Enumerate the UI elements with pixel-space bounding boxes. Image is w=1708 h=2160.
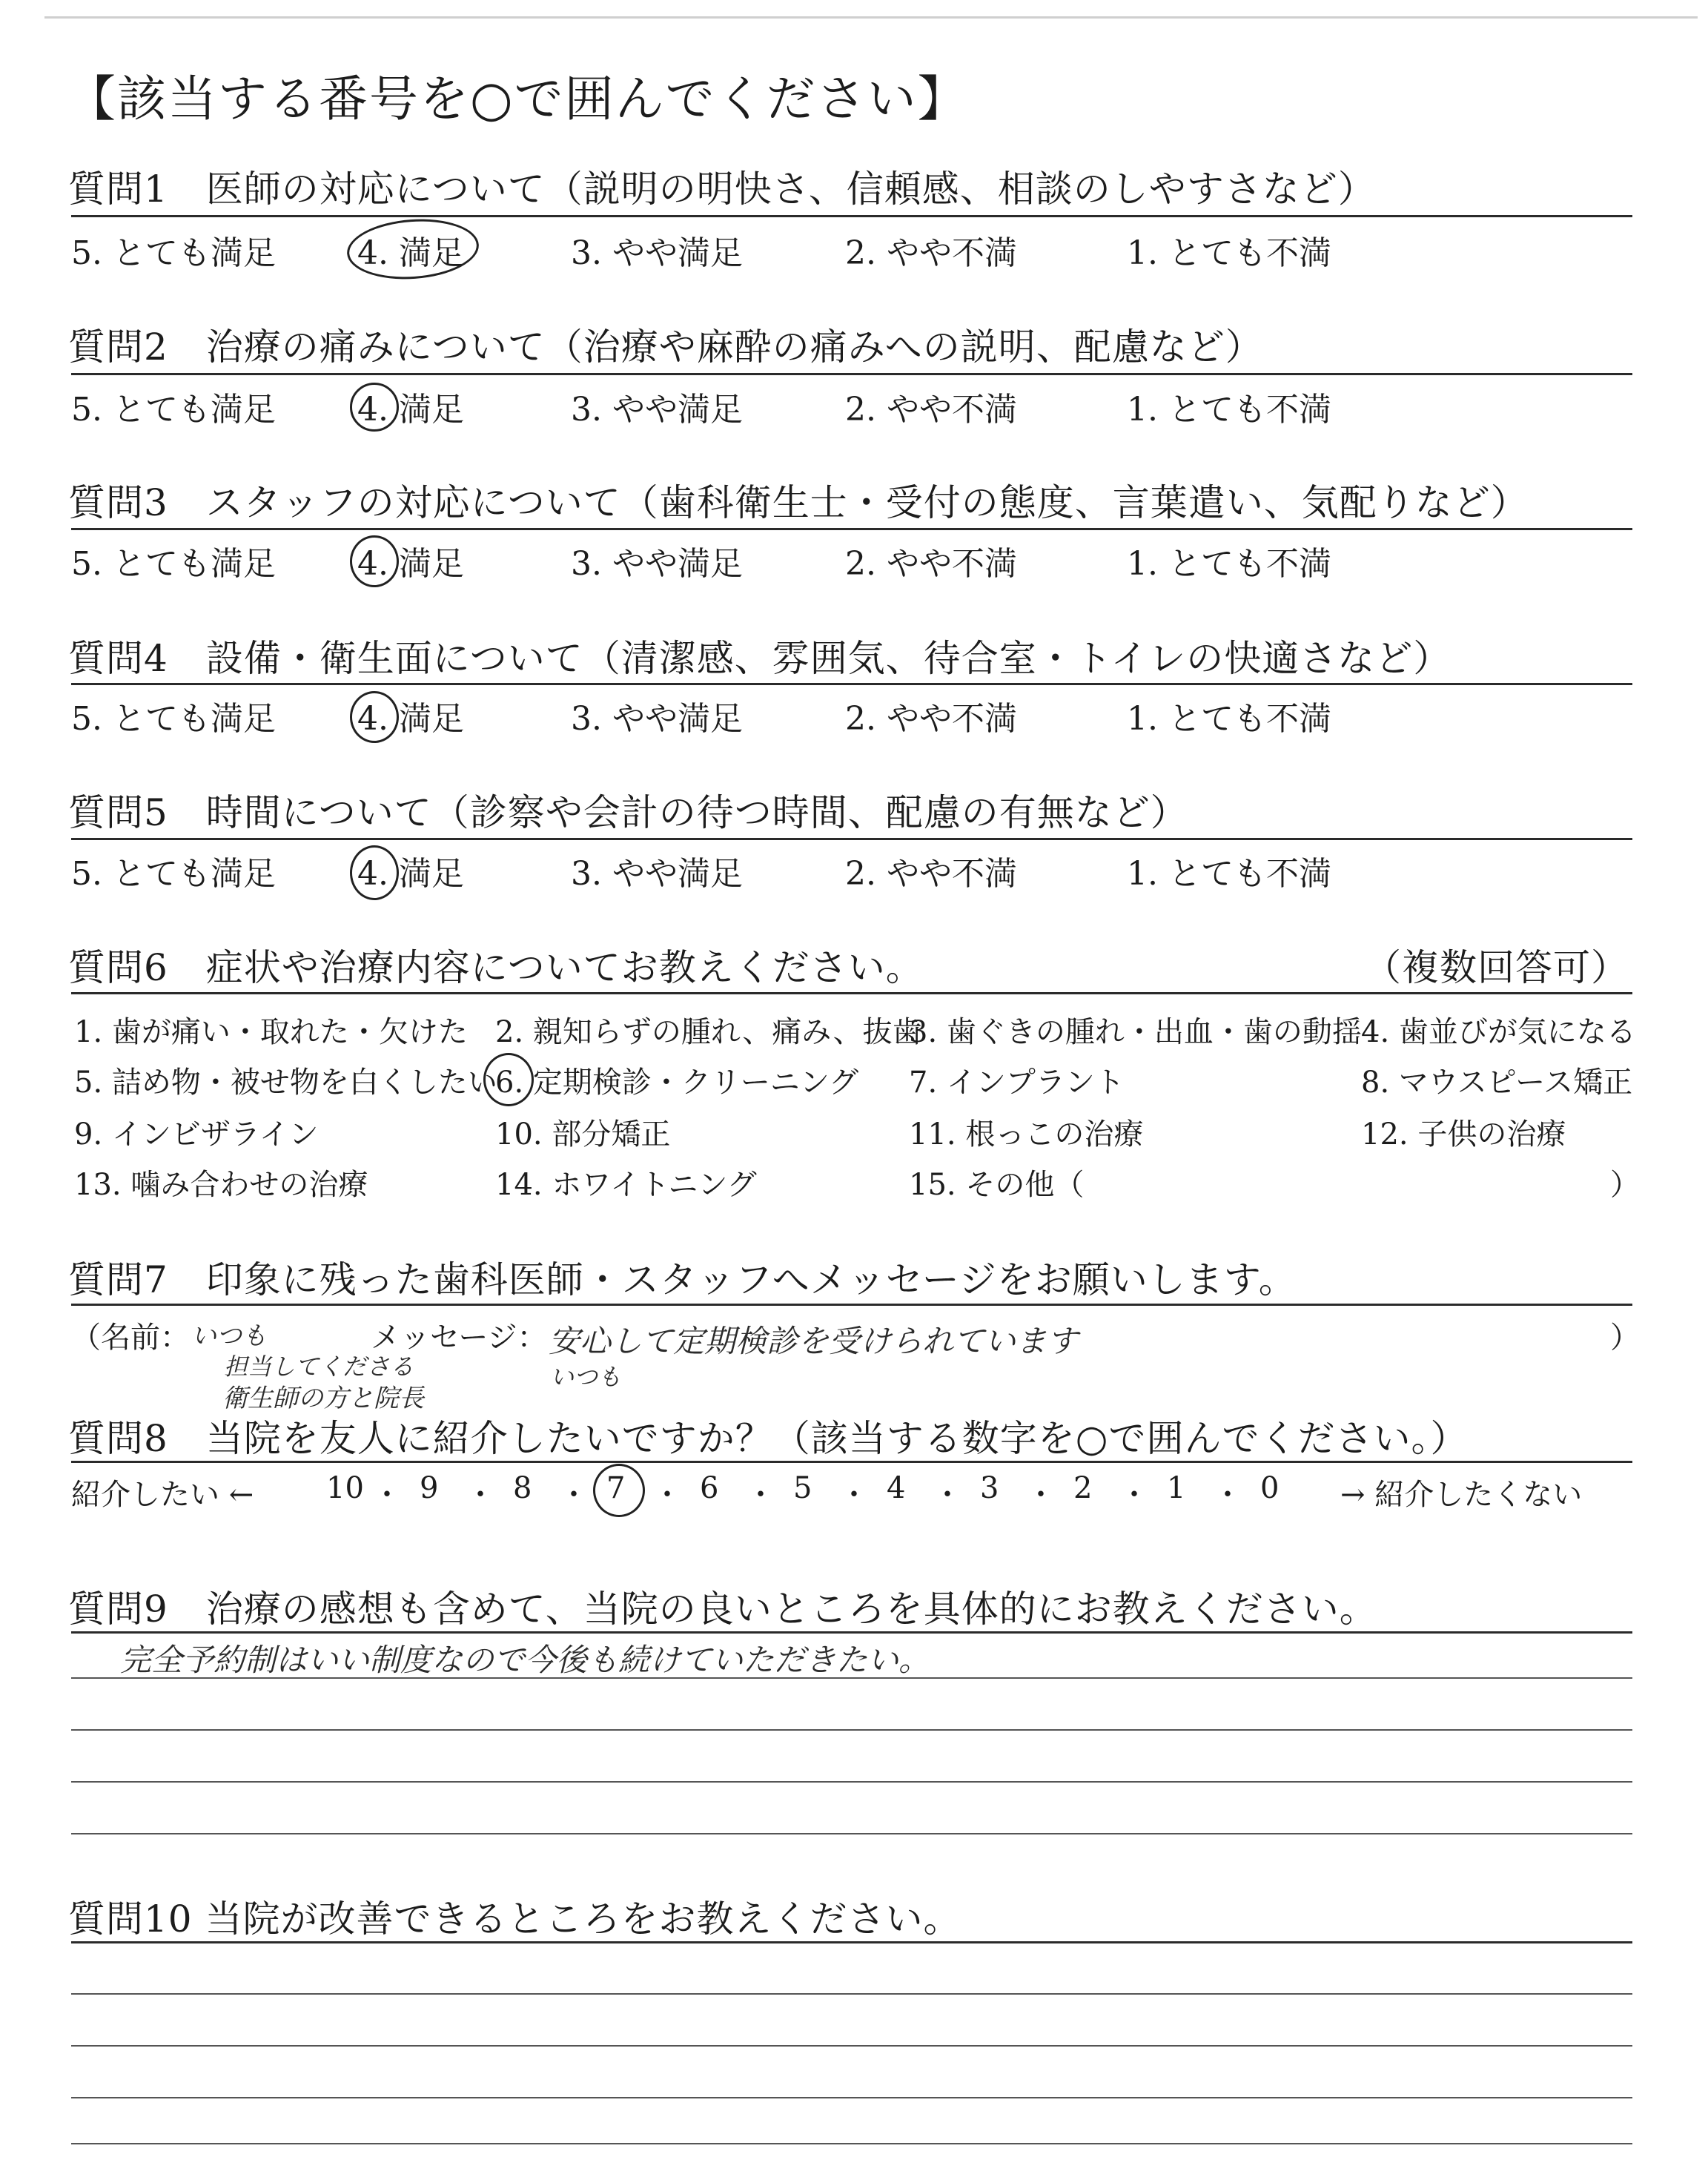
q8-number-7[interactable]: 7	[606, 1471, 626, 1505]
q4-option-3[interactable]: 3. やや満足	[571, 700, 743, 738]
q7-hand-name-3: 衛生師の方と院長	[222, 1384, 424, 1413]
q6-item-13[interactable]: 13. 噛み合わせの治療	[74, 1168, 368, 1202]
question-6: 質問6 症状や治療内容についてお教えください。	[68, 946, 924, 989]
question-5: 質問5 時間について（診察や会計の待つ時間、配慮の有無など）	[68, 791, 1188, 834]
question-7: 質問7 印象に残った歯科医師・スタッフへメッセージをお願いします。	[68, 1258, 1297, 1301]
q8-number-0[interactable]: 0	[1260, 1471, 1280, 1505]
question-5-rule	[71, 838, 1632, 840]
question-7-rule	[71, 1304, 1632, 1306]
q6-item-10[interactable]: 10. 部分矯正	[495, 1117, 671, 1152]
q3-answer-circle	[350, 535, 399, 587]
q9-answer-line	[71, 1781, 1632, 1783]
q2-option-1[interactable]: 1. とても不満	[1127, 391, 1331, 429]
q5-option-5[interactable]: 5. とても満足	[71, 855, 276, 893]
q10-answer-line	[71, 2097, 1632, 2098]
q6-item-7[interactable]: 7. インプラント	[909, 1066, 1125, 1100]
q7-hand-message[interactable]: 安心して定期検診を受けられています	[549, 1323, 1079, 1359]
q6-item-8[interactable]: 8. マウスピース矯正	[1361, 1066, 1633, 1100]
q8-separator: ・	[1026, 1478, 1056, 1512]
q2-answer-circle	[350, 383, 399, 432]
q3-option-1[interactable]: 1. とても不満	[1127, 545, 1331, 583]
q6-item-15[interactable]: 15. その他（	[909, 1168, 1085, 1202]
q8-number-1[interactable]: 1	[1167, 1471, 1186, 1505]
q8-separator: ・	[1213, 1478, 1242, 1512]
q5-option-4[interactable]: 4. 満足	[357, 855, 464, 893]
q8-number-3[interactable]: 3	[980, 1471, 999, 1505]
q4-option-2[interactable]: 2. やや不満	[845, 700, 1017, 738]
question-1-rule	[71, 215, 1632, 217]
q8-number-4[interactable]: 4	[887, 1471, 906, 1505]
page-top-edge	[44, 16, 1698, 19]
q8-answer-circle	[593, 1464, 645, 1517]
q8-separator: ・	[933, 1478, 962, 1512]
question-1: 質問1 医師の対応について（説明の明快さ、信頼感、相談のしやすさなど）	[68, 168, 1376, 211]
q9-answer-line	[71, 1677, 1632, 1679]
q10-answer-line	[71, 2143, 1632, 2144]
question-10: 質問10 当院が改善できるところをお教えください。	[68, 1898, 961, 1941]
q8-left-label: 紹介したい ←	[71, 1478, 254, 1512]
q8-separator: ・	[466, 1478, 495, 1512]
q6-item-14[interactable]: 14. ホワイトニング	[495, 1168, 757, 1202]
q1-option-1[interactable]: 1. とても不満	[1127, 234, 1331, 272]
q5-option-3[interactable]: 3. やや満足	[571, 855, 743, 893]
q8-number-9[interactable]: 9	[420, 1471, 439, 1505]
q5-option-1[interactable]: 1. とても不満	[1127, 855, 1331, 893]
q2-option-4[interactable]: 4. 満足	[357, 391, 464, 429]
q6-item-15-close: ）	[1610, 1168, 1640, 1202]
q7-hand-name-1: いつも	[191, 1321, 267, 1351]
q8-number-8[interactable]: 8	[513, 1471, 532, 1505]
q7-close-paren: ）	[1610, 1321, 1640, 1355]
q6-item-6[interactable]: 6. 定期検診・クリーニング	[495, 1066, 859, 1100]
question-8: 質問8 当院を友人に紹介したいですか？（該当する数字を○で囲んでください。）	[68, 1417, 1469, 1460]
q4-answer-circle	[350, 691, 399, 743]
question-9-rule	[71, 1631, 1632, 1634]
q6-item-12[interactable]: 12. 子供の治療	[1361, 1117, 1566, 1152]
q5-answer-circle	[350, 845, 399, 900]
q3-option-3[interactable]: 3. やや満足	[571, 545, 743, 583]
q8-separator: ・	[839, 1478, 869, 1512]
question-4: 質問4 設備・衛生面について（清潔感、雰囲気、待合室・トイレの快適さなど）	[68, 637, 1452, 680]
q8-number-10[interactable]: 10	[326, 1471, 364, 1505]
q2-option-5[interactable]: 5. とても満足	[71, 391, 276, 429]
q4-option-5[interactable]: 5. とても満足	[71, 700, 276, 738]
q4-option-1[interactable]: 1. とても不満	[1127, 700, 1331, 738]
q8-number-5[interactable]: 5	[793, 1471, 812, 1505]
q2-option-3[interactable]: 3. やや満足	[571, 391, 743, 429]
q9-hand-answer[interactable]: 完全予約制はいい制度なので今後も続けていただきたい。	[120, 1642, 930, 1678]
question-2-rule	[71, 373, 1632, 375]
question-9: 質問9 治療の感想も含めて、当院の良いところを具体的にお教えください。	[68, 1588, 1377, 1631]
q9-answer-line	[71, 1833, 1632, 1834]
q1-option-3[interactable]: 3. やや満足	[571, 234, 743, 272]
q3-option-5[interactable]: 5. とても満足	[71, 545, 276, 583]
question-4-rule	[71, 683, 1632, 685]
q2-option-2[interactable]: 2. やや不満	[845, 391, 1017, 429]
question-8-rule	[71, 1461, 1632, 1463]
q8-separator: ・	[559, 1478, 589, 1512]
q1-option-5[interactable]: 5. とても満足	[71, 234, 276, 272]
q7-message-label: メッセージ：	[371, 1321, 547, 1355]
q8-number-2[interactable]: 2	[1073, 1471, 1093, 1505]
q4-option-4[interactable]: 4. 満足	[357, 700, 464, 738]
q8-number-6[interactable]: 6	[700, 1471, 719, 1505]
question-10-rule	[71, 1941, 1632, 1943]
q7-name-label: （名前：	[71, 1321, 190, 1355]
q6-item-2[interactable]: 2. 親知らずの腫れ、痛み、抜歯	[495, 1015, 922, 1049]
q6-item-3[interactable]: 3. 歯ぐきの腫れ・出血・歯の動揺	[909, 1015, 1362, 1049]
q6-item-11[interactable]: 11. 根っこの治療	[909, 1117, 1144, 1152]
question-6-note: （複数回答可）	[1364, 946, 1629, 989]
q6-item-4[interactable]: 4. 歯並びが気になる	[1361, 1015, 1636, 1049]
page-title: 【該当する番号を○で囲んでください】	[67, 70, 968, 128]
q10-answer-line	[71, 2045, 1632, 2047]
q10-answer-line	[71, 1993, 1632, 1995]
q5-option-2[interactable]: 2. やや不満	[845, 855, 1017, 893]
question-3-rule	[71, 528, 1632, 530]
q1-option-2[interactable]: 2. やや不満	[845, 234, 1017, 272]
q8-separator: ・	[1119, 1478, 1149, 1512]
q3-option-4[interactable]: 4. 満足	[357, 545, 464, 583]
q7-hand-name-2: 担当してくださる	[224, 1353, 414, 1381]
question-6-rule	[71, 992, 1632, 994]
q7-hand-message-insert: いつも	[550, 1363, 622, 1391]
q9-answer-line	[71, 1729, 1632, 1731]
q8-separator: ・	[746, 1478, 775, 1512]
q6-item-1[interactable]: 1. 歯が痛い・取れた・欠けた	[74, 1015, 468, 1049]
q6-answer-circle	[483, 1053, 534, 1106]
q8-right-label: → 紹介したくない	[1340, 1478, 1583, 1512]
q6-item-9[interactable]: 9. インビザライン	[74, 1117, 319, 1152]
q1-option-4[interactable]: 4. 満足	[357, 234, 464, 272]
q8-separator: ・	[372, 1478, 402, 1512]
question-2: 質問2 治療の痛みについて（治療や麻酔の痛みへの説明、配慮など）	[68, 326, 1263, 369]
question-3: 質問3 スタッフの対応について（歯科衛生士・受付の態度、言葉遣い、気配りなど）	[68, 481, 1529, 524]
q3-option-2[interactable]: 2. やや不満	[845, 545, 1017, 583]
q6-item-5[interactable]: 5. 詰め物・被せ物を白くしたい	[74, 1066, 497, 1100]
q8-separator: ・	[652, 1478, 682, 1512]
